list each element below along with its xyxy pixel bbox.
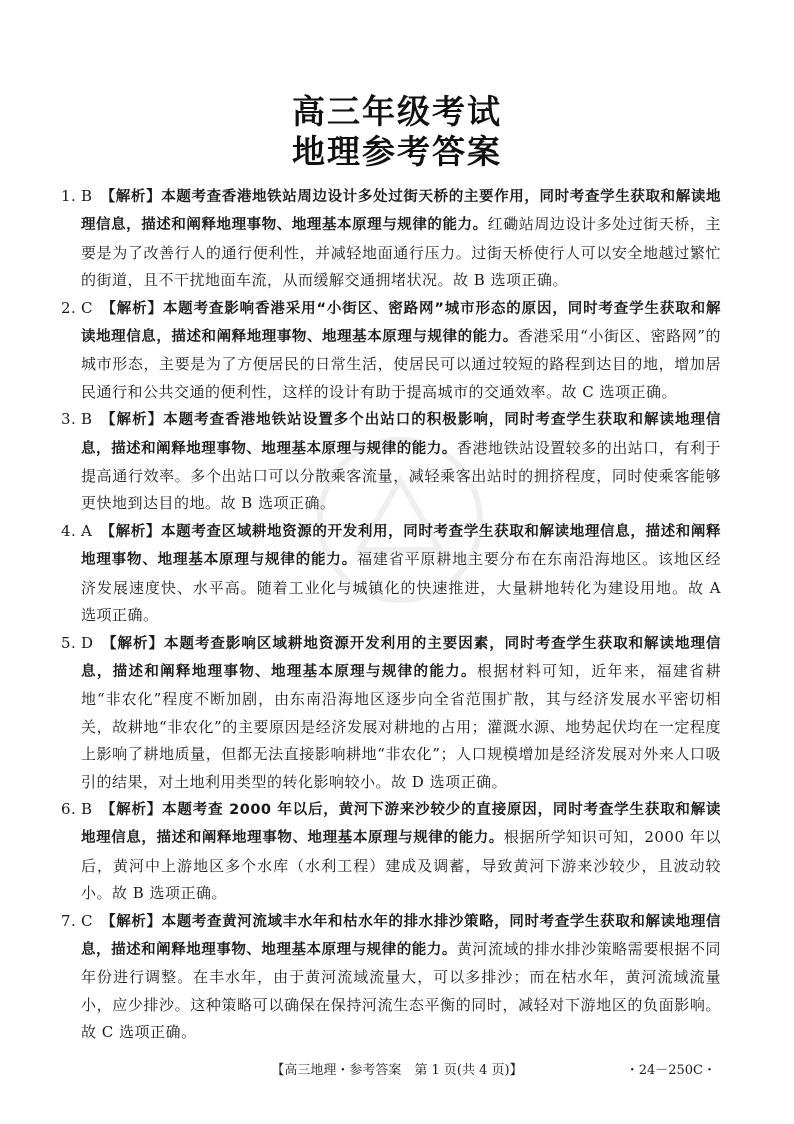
item-number: 3. xyxy=(61,410,77,429)
answer-item-1 xyxy=(61,183,721,295)
page-title: 高三年级考试 xyxy=(292,92,502,131)
analysis-tag: 【解析】 xyxy=(100,913,162,930)
answer-letter: C xyxy=(81,911,93,930)
answer-letter: D xyxy=(81,633,94,652)
answer-item-3 xyxy=(61,406,721,518)
analysis-lead: 本题考查影响香港采用“小街区、密路网”城市形态的原因，同时考查学生获取和解读地理信息，描述和阐释地理事物、地理基本原理与规律的能力。 xyxy=(81,300,721,346)
answer-item-7 xyxy=(61,908,721,1047)
analysis-tag: 【解析】 xyxy=(100,412,164,429)
item-number: 5. xyxy=(61,633,77,652)
analysis-body: 红磡站周边设计多处过街天桥，主要是为了改善行人的通行便利性，并减轻地面通行压力。过街天桥使行人可以安全地越过繁忙的街道，且不干扰地面车流，从而缓解交通拥堵状况。故 B 选项正确。 xyxy=(81,215,721,290)
page-footer xyxy=(0,1057,794,1081)
analysis-body: 香港采用“小街区、密路网”的城市形态，主要是为了方便居民的日常生活，使居民可以通过较短的路程到达目的地，增加居民通行和公共交通的便利性，这样的设计有助于提高城市的交通效率。故 C 选项正确。 xyxy=(81,327,722,401)
item-number: 7. xyxy=(61,911,77,930)
analysis-lead: 本题考查香港地铁站周边设计多处过街天桥的主要作用，同时考查学生获取和解读地理信息，描述和阐释地理事物、地理基本原理与规律的能力。 xyxy=(81,189,722,234)
answer-item-4 xyxy=(61,518,721,630)
answer-item-6 xyxy=(61,796,721,908)
answer-letter: A xyxy=(81,521,93,540)
analysis-body: 香港地铁站设置较多的出站口，有利于提高通行效率。多个出站口可以分散乘客流量，减轻乘客出站时的拥挤程度，同时使乘客能够更快地到达目的地。故 B 选项正确。 xyxy=(81,438,721,513)
analysis-lead: 本题考查区域耕地资源的开发利用，同时考查学生获取和解读地理信息，描述和阐释地理事物、地理基本原理与规律的能力。 xyxy=(81,523,722,569)
analysis-lead: 本题考查 2000 年以后，黄河下游来沙较少的直接原因，同时考查学生获取和解读地理信息，描述和阐释地理事物、地理基本原理与规律的能力。 xyxy=(81,801,722,847)
footer-code: ・24－250C・ xyxy=(625,1063,716,1078)
analysis-tag: 【解析】 xyxy=(100,523,162,540)
answer-letter: B xyxy=(81,799,93,818)
page-subtitle: 地理参考答案 xyxy=(292,132,502,171)
analysis-body: 黄河流域的排水排沙策略需要根据不同年份进行调整。在丰水年，由于黄河流域流量大，可以多排沙；而在枯水年，黄河流域流量小，应少排沙。这种策略可以确保在保持河流生态平衡的同时，减轻对下游地区的负面影响。故 C 选项正确。 xyxy=(81,939,721,1042)
analysis-lead: 本题考查黄河流域丰水年和枯水年的排水排沙策略，同时考查学生获取和解读地理信息，描述和阐释地理事物、地理基本原理与规律的能力。 xyxy=(81,913,722,958)
answer-letter: C xyxy=(81,298,93,317)
analysis-body: 福建省平原耕地主要分布在东南沿海地区。该地区经济发展速度快、水平高。随着工业化与城镇化的快速推进，大量耕地转化为建设用地。故 A 选项正确。 xyxy=(81,550,721,625)
analysis-tag: 【解析】 xyxy=(100,801,163,818)
answer-item-5 xyxy=(61,630,721,796)
item-number: 6. xyxy=(61,799,77,818)
analysis-tag: 【解析】 xyxy=(100,189,162,205)
item-number: 1. xyxy=(61,187,77,205)
item-number: 4. xyxy=(61,521,77,540)
answer-list xyxy=(61,183,721,1047)
analysis-lead: 本题考查香港地铁站设置多个出站口的积极影响，同时考查学生获取和解读地理信息，描述和阐释地理事物、地理基本原理与规律的能力。 xyxy=(81,412,722,457)
analysis-body: 根据材料可知，近年来，福建省耕地“非农化”程度不断加剧，由东南沿海地区逐步向全省范围扩散，其与经济发展水平密切相关，故耕地“非农化”的主要原因是经济发展对耕地的占用；灌溉水源、地势起伏均在一定程度上影响了耕地质量，但都无法直接影响耕地“非农化”；人口规模增加是经济发展对外来人口吸引的结果，对土地利用类型的转化影响较小。故 D 选项正确。 xyxy=(81,661,721,791)
analysis-body: 根据所学知识可知，2000 年以后，黄河中上游地区多个水库（水利工程）建成及调蓄，导致黄河下游来沙较少，且波动较小。故 B 选项正确。 xyxy=(81,828,721,903)
item-number: 2. xyxy=(61,298,77,317)
answer-item-2 xyxy=(61,295,721,407)
analysis-tag: 【解析】 xyxy=(101,635,164,652)
answer-letter: B xyxy=(81,187,93,205)
footer-page-info: 【高三地理・参考答案 第 1 页(共 4 页)】 xyxy=(271,1063,523,1078)
analysis-lead: 本题考查影响区域耕地资源开发利用的主要因素，同时考查学生获取和解读地理信息，描述和阐释地理事物、地理基本原理与规律的能力。 xyxy=(81,635,722,680)
answer-letter: B xyxy=(81,410,93,429)
analysis-tag: 【解析】 xyxy=(100,300,163,317)
